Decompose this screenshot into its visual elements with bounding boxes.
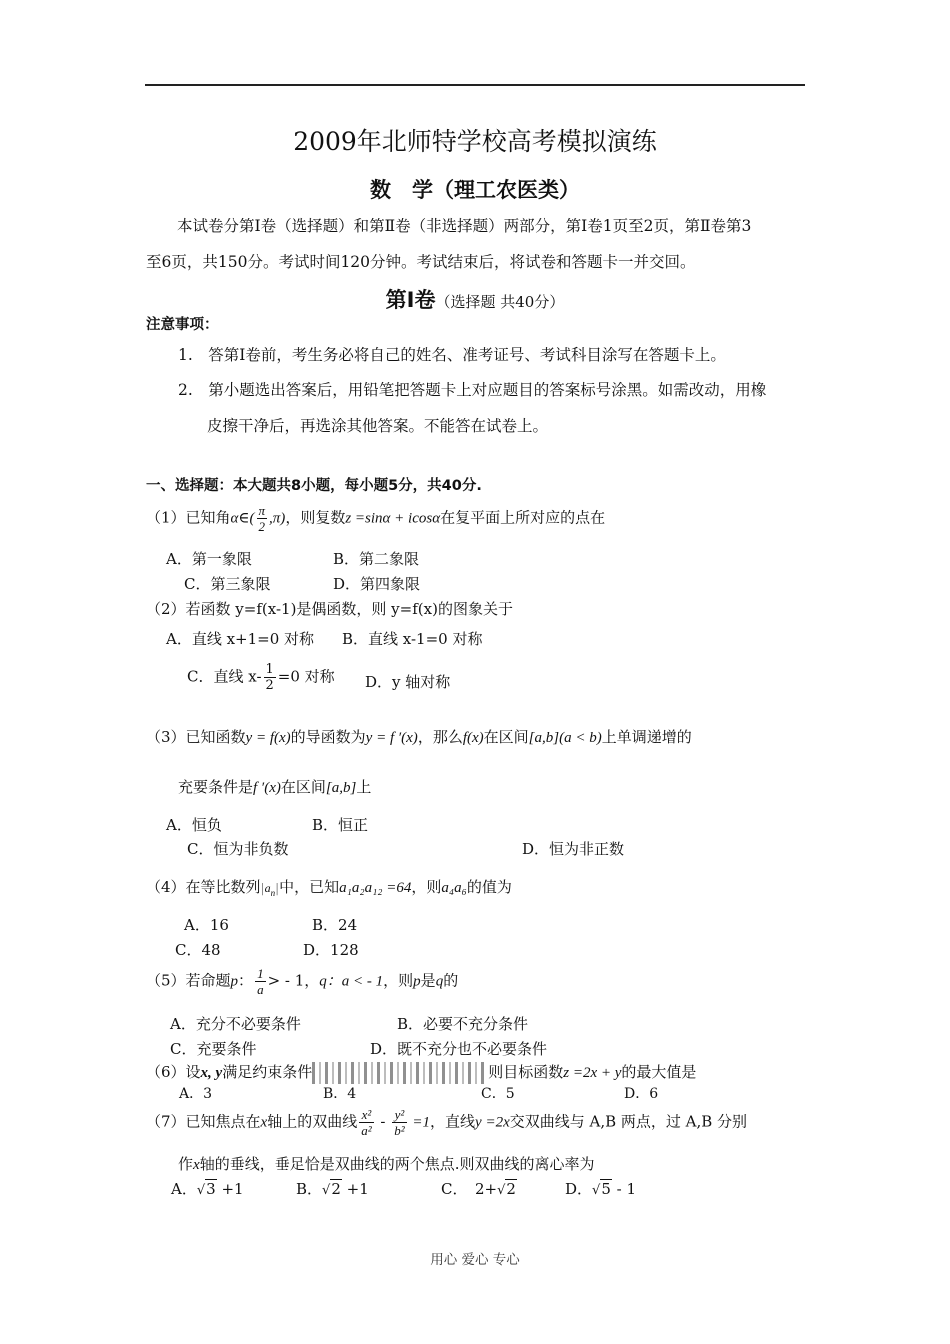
q3-f3: f(x): [462, 730, 484, 746]
q3-option-b: B．恒正: [312, 816, 369, 834]
q4-mid: 中，已知: [279, 878, 340, 896]
q4-seq: a: [264, 881, 271, 895]
q7-opt-c-pre: C． 2+: [441, 1180, 498, 1198]
question-2-stem: （2）若函数 y=f(x-1)是偶函数，则 y=f(x)的图象关于: [146, 600, 513, 618]
q1-option-a: A．第一象限: [166, 550, 252, 568]
q2-option-b: B．直线 x-1=0 对称: [342, 630, 483, 648]
q3-mid2: ，那么: [417, 728, 463, 746]
q6-post-pre: 则目标函数: [488, 1063, 564, 1081]
q3-line2-post: 上: [356, 778, 372, 796]
q5-post: 的: [443, 971, 459, 990]
q3-interval2: [a,b]: [325, 780, 357, 796]
q7-opt-d-rad: 5: [601, 1180, 611, 1198]
q7-opt-a-post: +1: [216, 1180, 244, 1198]
q7-opt-b-rad: 2: [331, 1180, 341, 1198]
q5-p: p: [230, 973, 239, 990]
volume-title: 第Ⅰ卷: [385, 288, 436, 312]
q7-y2: y²: [392, 1107, 406, 1123]
q7-b2: b²: [394, 1123, 405, 1138]
q4-post: 的值为: [466, 878, 512, 896]
q5-option-d: D．既不充分也不必要条件: [370, 1040, 548, 1058]
question-7-stem: [146, 1107, 747, 1138]
q4-option-d: D．128: [303, 941, 359, 959]
q2-opt-c-post: =0 对称: [277, 667, 335, 686]
q7-mid1: 轴上的双曲线: [267, 1112, 358, 1131]
q3-mid1: 的导函数为: [290, 728, 366, 746]
q6-vars: x, y: [200, 1065, 223, 1081]
q5-pre: （5）若命题: [146, 971, 231, 990]
q7-option-b: B．√2 +1: [296, 1180, 369, 1198]
question-3-stem-2: [178, 776, 371, 797]
q1-interval-end: ,π): [269, 510, 286, 527]
q7-line2-pre: 作: [178, 1155, 194, 1173]
q3-f4: f ′(x): [253, 780, 281, 796]
q7-minus: -: [375, 1112, 391, 1131]
q7-opt-d-pre: D．: [565, 1180, 593, 1198]
exam-subtitle: 数 学（理工农医类）: [370, 178, 580, 202]
q3-interval: [a,b](a < b): [528, 730, 602, 746]
q6-option-b: B．4: [323, 1086, 357, 1102]
q7-eq1: =1: [408, 1114, 431, 1131]
q7-opt-d-post: - 1: [611, 1180, 637, 1198]
q2-half: [264, 662, 276, 693]
exam-title: 2009年北师特学校高考模拟演练: [293, 127, 657, 156]
q1-alpha-in: α∈(: [230, 510, 255, 527]
q2-option-a: A．直线 x+1=0 对称: [166, 630, 315, 648]
q1-mid: ，则复数: [285, 508, 346, 527]
q3-option-d: D．恒为非正数: [522, 840, 625, 858]
q2-half-den: 2: [265, 678, 274, 693]
q4-pre: （4）在等比数列: [146, 878, 261, 896]
q5-is: 是: [420, 971, 436, 990]
question-4-stem: （4）在等比数列$|a_n|$中，已知a₁a₂a₁₂ =64，则a₄a₆的值为: [146, 878, 512, 898]
q2-option-c: [187, 662, 335, 693]
question-1-stem: [146, 503, 605, 534]
question-5-stem: [146, 966, 458, 997]
q5-one: 1: [257, 966, 264, 981]
notes-heading: 注意事项：: [146, 317, 219, 333]
q3-option-a: A．恒负: [166, 816, 222, 834]
q4-mid2: ，则: [411, 878, 442, 896]
q5-qexpr: ：a < - 1: [326, 973, 384, 990]
q5-gt: > - 1，: [267, 971, 320, 990]
q6-option-a: A．3: [179, 1086, 213, 1102]
q7-a2: a²: [361, 1123, 372, 1138]
q7-x2: x²: [359, 1107, 373, 1123]
q7-pre: （7）已知焦点在: [146, 1112, 261, 1131]
q5-q2: q: [435, 973, 444, 990]
q3-mid3: 在区间: [483, 728, 529, 746]
volume-desc: （选择题 共40分）: [435, 293, 565, 311]
q7-opt-a-rad: 3: [206, 1180, 216, 1198]
q4-option-b: B．24: [312, 916, 358, 934]
note-item-1: 1. 答第Ⅰ卷前，考生务必将自己的姓名、准考证号、考试科目涂写在答题卡上。: [178, 346, 726, 364]
page-footer: 用心 爱心 专心: [430, 1252, 520, 1268]
q1-pi-over-2: [257, 503, 268, 534]
q1-pi: π: [258, 503, 266, 518]
intro-line-1: 本试卷分第Ⅰ卷（选择题）和第Ⅱ卷（非选择题）两部分，第Ⅰ卷1页至2页，第Ⅱ卷第3: [177, 217, 752, 235]
q3-line2-mid: 在区间: [280, 778, 326, 796]
volume-heading: [0, 284, 950, 314]
q3-option-c: C．恒为非负数: [187, 840, 289, 858]
constraint-image: [312, 1062, 488, 1084]
q6-pre: （6）设: [146, 1063, 201, 1081]
q1-post: 在复平面上所对应的点在: [440, 508, 606, 527]
q5-option-b: B．必要不充分条件: [397, 1015, 529, 1033]
q7-y2-over-b2: [392, 1107, 406, 1138]
q3-f1: y = f(x): [245, 730, 291, 746]
q5-option-c: C．充要条件: [170, 1040, 257, 1058]
section-heading: 一、选择题：本大题共8小题，每小题5分，共40分.: [146, 478, 482, 494]
q7-line2-post: 轴的垂线，垂足恰是双曲线的两个焦点.则双曲线的离心率为: [199, 1155, 595, 1173]
top-rule: [145, 84, 805, 86]
q7-option-c: C． 2+√2: [441, 1180, 516, 1198]
q7-option-a: A．√3 +1: [171, 1180, 244, 1198]
q5-colon: ：: [238, 971, 254, 990]
question-7-stem-2: [178, 1153, 594, 1174]
note-item-2-cont: 皮擦干净后，再选涂其他答案。不能答在试卷上。: [207, 417, 549, 435]
q7-opt-b-post: +1: [341, 1180, 369, 1198]
q7-post: 交双曲线与 A,B 两点，过 A,B 分别: [509, 1112, 748, 1131]
q6-obj: z =2x + y: [563, 1065, 622, 1081]
intro-paragraph: [146, 208, 808, 280]
q1-option-c: C．第三象限: [184, 575, 271, 593]
q2-opt-c-pre: C．直线 x-: [187, 667, 262, 686]
q4-option-a: A．16: [184, 916, 229, 934]
q2-option-d: D．y 轴对称: [365, 673, 451, 691]
q3-line2-pre: 充要条件是: [178, 778, 254, 796]
q3-pre: （3）已知函数: [146, 728, 246, 746]
q7-mid2: ，直线: [430, 1112, 476, 1131]
q7-opt-a-pre: A．: [171, 1180, 197, 1198]
q4-seq-sub: n: [270, 888, 276, 898]
q5-a: a: [257, 982, 264, 997]
q7-x-b: x: [193, 1157, 200, 1173]
q6-mid: 满足约束条件: [222, 1063, 313, 1081]
note-item-2: 2. 第小题选出答案后，用铅笔把答题卡上对应题目的答案标号涂黑。如需改动，用橡: [178, 381, 767, 399]
q7-opt-c-rad: 2: [506, 1180, 516, 1198]
q1-option-d: D．第四象限: [333, 575, 421, 593]
q7-opt-b-pre: B．: [296, 1180, 323, 1198]
q5-q: q: [319, 973, 327, 990]
q7-x2-over-a2: [359, 1107, 373, 1138]
q6-option-c: C．5: [481, 1086, 515, 1102]
q4-prod: a₁a₂a₁₂ =64: [339, 880, 412, 896]
q3-f2: y = f ′(x): [365, 730, 418, 746]
q5-mid: ，则: [383, 971, 414, 990]
q3-post: 上单调递增的: [601, 728, 692, 746]
q7-option-d: D．√5 - 1: [565, 1180, 637, 1198]
q6-option-d: D．6: [624, 1086, 659, 1102]
q7-line: y =2x: [475, 1114, 510, 1131]
question-3-stem: [146, 726, 692, 747]
q1-pre: （1）已知角: [146, 508, 231, 527]
q5-option-a: A．充分不必要条件: [170, 1015, 301, 1033]
q1-option-b: B．第二象限: [333, 550, 420, 568]
q1-expr: z =sinα + icosα: [345, 510, 441, 527]
q4-option-c: C．48: [175, 941, 221, 959]
q2-half-num: 1: [265, 662, 274, 677]
q1-two: 2: [258, 519, 266, 534]
q5-one-over-a: [255, 966, 266, 997]
q5-p2: p: [413, 973, 421, 990]
question-6-stem: [146, 1061, 696, 1084]
q7-x: x: [260, 1114, 268, 1131]
q4-target: a₄a₆: [441, 880, 467, 896]
q6-post: 的最大值是: [621, 1063, 697, 1081]
intro-line-2: 至6页，共150分。考试时间120分钟。考试结束后，将试卷和答题卡一并交回。: [146, 253, 696, 271]
